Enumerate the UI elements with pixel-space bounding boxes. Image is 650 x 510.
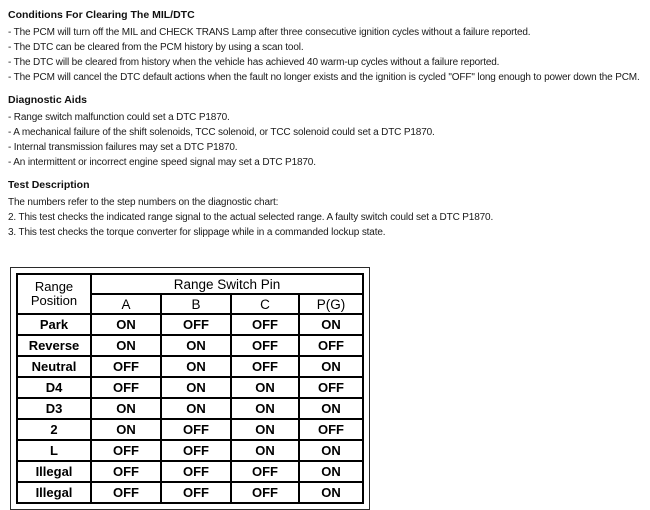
pin-state-cell: OFF xyxy=(161,440,231,461)
table-row-reverse xyxy=(17,335,363,356)
pin-state-cell: ON xyxy=(161,398,231,419)
table-row-d4 xyxy=(17,377,363,398)
range-position-cell: D4 xyxy=(17,377,91,398)
pin-state-cell: OFF xyxy=(161,314,231,335)
bullet-item: - The PCM will cancel the DTC default actions when the fault no longer exists and the ignition is cycled "OFF" long enough to power down the PCM. xyxy=(8,72,640,83)
table-row-illegal-1 xyxy=(17,461,363,482)
pin-state-cell: ON xyxy=(91,314,161,335)
bullet-item: - An intermittent or incorrect engine speed signal may set a DTC P1870. xyxy=(8,157,316,168)
pin-state-cell: ON xyxy=(161,335,231,356)
bullet-item: - Range switch malfunction could set a DTC P1870. xyxy=(8,112,230,123)
pin-state-cell: ON xyxy=(231,419,299,440)
range-position-header: Range Position xyxy=(17,274,91,314)
test-step-2: 2. This test checks the indicated range signal to the actual selected range. A faulty switch could set a DTC P1870. xyxy=(8,212,494,223)
pin-state-cell: ON xyxy=(231,440,299,461)
range-position-cell: Illegal xyxy=(17,461,91,482)
pin-state-cell: ON xyxy=(299,440,363,461)
range-position-cell: D3 xyxy=(17,398,91,419)
pin-state-cell: OFF xyxy=(91,440,161,461)
range-switch-pin-table xyxy=(16,273,364,504)
section-heading-test-description: Test Description xyxy=(8,179,90,191)
bullet-item: - A mechanical failure of the shift solenoids, TCC solenoid, or TCC solenoid could set a DTC P1870. xyxy=(8,127,435,138)
pin-state-cell: OFF xyxy=(231,335,299,356)
pin-state-cell: OFF xyxy=(231,356,299,377)
pin-state-cell: OFF xyxy=(231,314,299,335)
range-position-cell: Neutral xyxy=(17,356,91,377)
pin-state-cell: ON xyxy=(161,356,231,377)
table-row-neutral xyxy=(17,356,363,377)
pin-state-cell: OFF xyxy=(161,419,231,440)
pin-state-cell: OFF xyxy=(299,419,363,440)
pin-state-cell: OFF xyxy=(299,335,363,356)
pin-state-cell: ON xyxy=(299,356,363,377)
pin-state-cell: OFF xyxy=(231,461,299,482)
section-heading-diagnostic-aids: Diagnostic Aids xyxy=(8,94,87,106)
pin-state-cell: OFF xyxy=(161,482,231,503)
pin-header-b: B xyxy=(161,294,231,314)
pin-state-cell: OFF xyxy=(161,461,231,482)
pin-state-cell: OFF xyxy=(231,482,299,503)
pin-state-cell: OFF xyxy=(91,377,161,398)
bullet-item: - The PCM will turn off the MIL and CHECK TRANS Lamp after three consecutive ignition cycles without a failure reported. xyxy=(8,27,531,38)
pin-state-cell: ON xyxy=(91,335,161,356)
range-switch-pin-header: Range Switch Pin xyxy=(91,274,363,294)
pin-state-cell: ON xyxy=(299,398,363,419)
bullet-item: - The DTC will be cleared from history when the vehicle has achieved 40 warm-up cycles without a failure reported. xyxy=(8,57,500,68)
pin-header-c: C xyxy=(231,294,299,314)
pin-header-a: A xyxy=(91,294,161,314)
test-step-3: 3. This test checks the torque converter for slippage while in a commanded lockup state. xyxy=(8,227,386,238)
table-row-d3 xyxy=(17,398,363,419)
range-position-cell: Reverse xyxy=(17,335,91,356)
pin-state-cell: OFF xyxy=(299,377,363,398)
range-position-cell: L xyxy=(17,440,91,461)
bullet-item: - Internal transmission failures may set a DTC P1870. xyxy=(8,142,238,153)
pin-state-cell: ON xyxy=(299,314,363,335)
pin-header-pg: P(G) xyxy=(299,294,363,314)
range-switch-table-frame xyxy=(10,267,370,510)
test-description-intro: The numbers refer to the step numbers on the diagnostic chart: xyxy=(8,197,279,208)
table-row-2 xyxy=(17,419,363,440)
pin-state-cell: OFF xyxy=(91,482,161,503)
pin-state-cell: ON xyxy=(299,461,363,482)
pin-state-cell: ON xyxy=(161,377,231,398)
range-position-cell: Illegal xyxy=(17,482,91,503)
pin-state-cell: OFF xyxy=(91,461,161,482)
pin-state-cell: OFF xyxy=(91,356,161,377)
range-position-cell: Park xyxy=(17,314,91,335)
table-row-illegal-2 xyxy=(17,482,363,503)
range-position-cell: 2 xyxy=(17,419,91,440)
pin-state-cell: ON xyxy=(231,377,299,398)
section-heading-conditions: Conditions For Clearing The MIL/DTC xyxy=(8,9,195,21)
pin-state-cell: ON xyxy=(299,482,363,503)
pin-state-cell: ON xyxy=(231,398,299,419)
pin-state-cell: ON xyxy=(91,419,161,440)
table-row-l xyxy=(17,440,363,461)
table-row-park xyxy=(17,314,363,335)
bullet-item: - The DTC can be cleared from the PCM history by using a scan tool. xyxy=(8,42,304,53)
table-header-row xyxy=(17,274,363,294)
pin-state-cell: ON xyxy=(91,398,161,419)
